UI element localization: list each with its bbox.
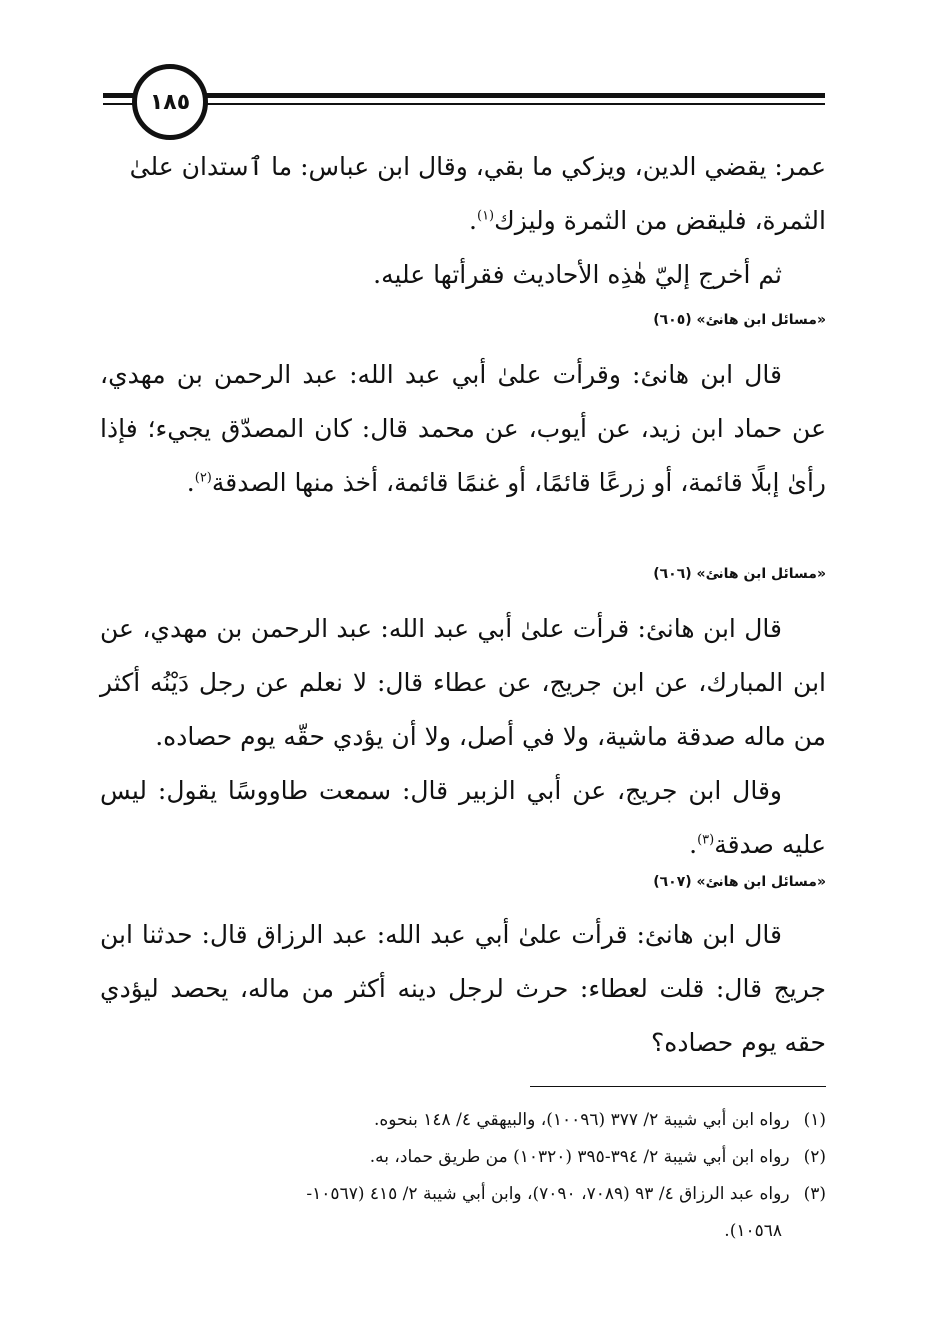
footnote-ref-1: (١) bbox=[476, 208, 495, 224]
footnote-1-text: رواه ابن أبي شيبة ٢/ ٣٧٧ (١٠٠٩٦)، والبيهقي ٤/ ١٤٨ بنحوه. bbox=[373, 1110, 790, 1130]
footnote-separator bbox=[530, 1086, 826, 1087]
closing-note-line: ثم أخرج إليّ هٰذِه الأحاديث فقرأتها عليه. bbox=[373, 260, 782, 289]
opening-line-2-text: الثمرة، فليقض من الثمرة وليزك bbox=[494, 206, 826, 235]
footnotes bbox=[100, 1102, 826, 1250]
opening-line-1: عمر: يقضي الدين، ويزكي ما بقي، وقال ابن عباس: ما ٱستدان علىٰ bbox=[129, 152, 826, 181]
section-606-text-2: وقال ابن جريج، عن أبي الزبير قال: سمعت طاووسًا يقول: ليس عليه صدقة bbox=[100, 776, 826, 859]
section-605-paragraph: قال ابن هانئ: وقرأت علىٰ أبي عبد الله: عبد الرحمن بن مهدي، عن حماد ابن زيد، عن أيوب، عن محمد قال: كان المصدّق يجيء؛ فإذا رأىٰ إبلًا قائمة، أو زرعًا قائمًا، أو غنمًا قائمة، أخذ منها الصدقة$^{(٢)}$. bbox=[100, 360, 826, 497]
footnote-1 bbox=[100, 1102, 826, 1139]
footnote-1-number: (١) bbox=[803, 1110, 826, 1130]
section-heading-606: «مسائل ابن هانئ» (٦٠٦) bbox=[653, 566, 826, 582]
section-605-text: قال ابن هانئ: وقرأت علىٰ أبي عبد الله: عبد الرحمن بن مهدي، عن حماد ابن زيد، عن أيوب، عن محمد قال: كان المصدّق يجيء؛ فإذا رأىٰ إبلًا قائمة، أو زرعًا قائمًا، أو غنمًا قائمة، أخذ منها الصدقة bbox=[100, 360, 826, 497]
footnote-2 bbox=[100, 1139, 826, 1176]
section-606-text-1: قال ابن هانئ: قرأت علىٰ أبي عبد الله: عبد الرحمن بن مهدي، عن ابن المبارك، عن ابن جريج، عن عطاء قال: لا نعلم عن رجل دَيْنُه أكثر من ماله صدقة ماشية، ولا في أصل، ولا أن يؤدي حقّه يوم حصاده. bbox=[100, 614, 826, 751]
footnote-3-text: رواه عبد الرزاق ٤/ ٩٣ (٧٠٨٩، ٧٠٩٠)، وابن أبي شيبة ٢/ ٤١٥ (١٠٥٦٧- bbox=[306, 1184, 790, 1204]
header-rule-thick bbox=[103, 93, 825, 98]
section-607-text: قال ابن هانئ: قرأت علىٰ أبي عبد الله: عبد الرزاق قال: حدثنا ابن جريج قال: قلت لعطاء: حرث لرجل دينه أكثر من ماله، يحصد ليؤدي حقه يوم حصاده؟ bbox=[100, 920, 826, 1057]
opening-line-2: الثمرة، فليقض من الثمرة وليزك$^{(١)}$. bbox=[469, 206, 826, 235]
header-rule-thin bbox=[103, 103, 825, 105]
footnote-2-number: (٢) bbox=[803, 1147, 826, 1167]
section-607-paragraph bbox=[100, 908, 826, 1070]
footnote-3 bbox=[100, 1176, 826, 1213]
section-heading-605: «مسائل ابن هانئ» (٦٠٥) bbox=[653, 312, 826, 328]
opening-paragraph bbox=[100, 140, 826, 248]
section-606-paragraph-1 bbox=[100, 602, 826, 764]
page-number: ١٨٥ bbox=[132, 64, 208, 140]
footnote-ref-2: (٢) bbox=[194, 470, 212, 486]
section-606-paragraph-2: وقال ابن جريج، عن أبي الزبير قال: سمعت طاووسًا يقول: ليس عليه صدقة$^{(٣)}$. bbox=[100, 776, 826, 859]
section-heading-607: «مسائل ابن هانئ» (٦٠٧) bbox=[653, 874, 826, 890]
closing-note-paragraph bbox=[100, 248, 826, 302]
footnote-2-text: رواه ابن أبي شيبة ٢/ ٣٩٤-٣٩٥ (١٠٣٢٠) من طريق حماد، به. bbox=[369, 1147, 790, 1167]
footnote-3-continuation: ١٠٥٦٨). bbox=[724, 1221, 782, 1241]
footnote-ref-3: (٣) bbox=[697, 832, 715, 848]
footnote-3-number: (٣) bbox=[803, 1184, 826, 1204]
